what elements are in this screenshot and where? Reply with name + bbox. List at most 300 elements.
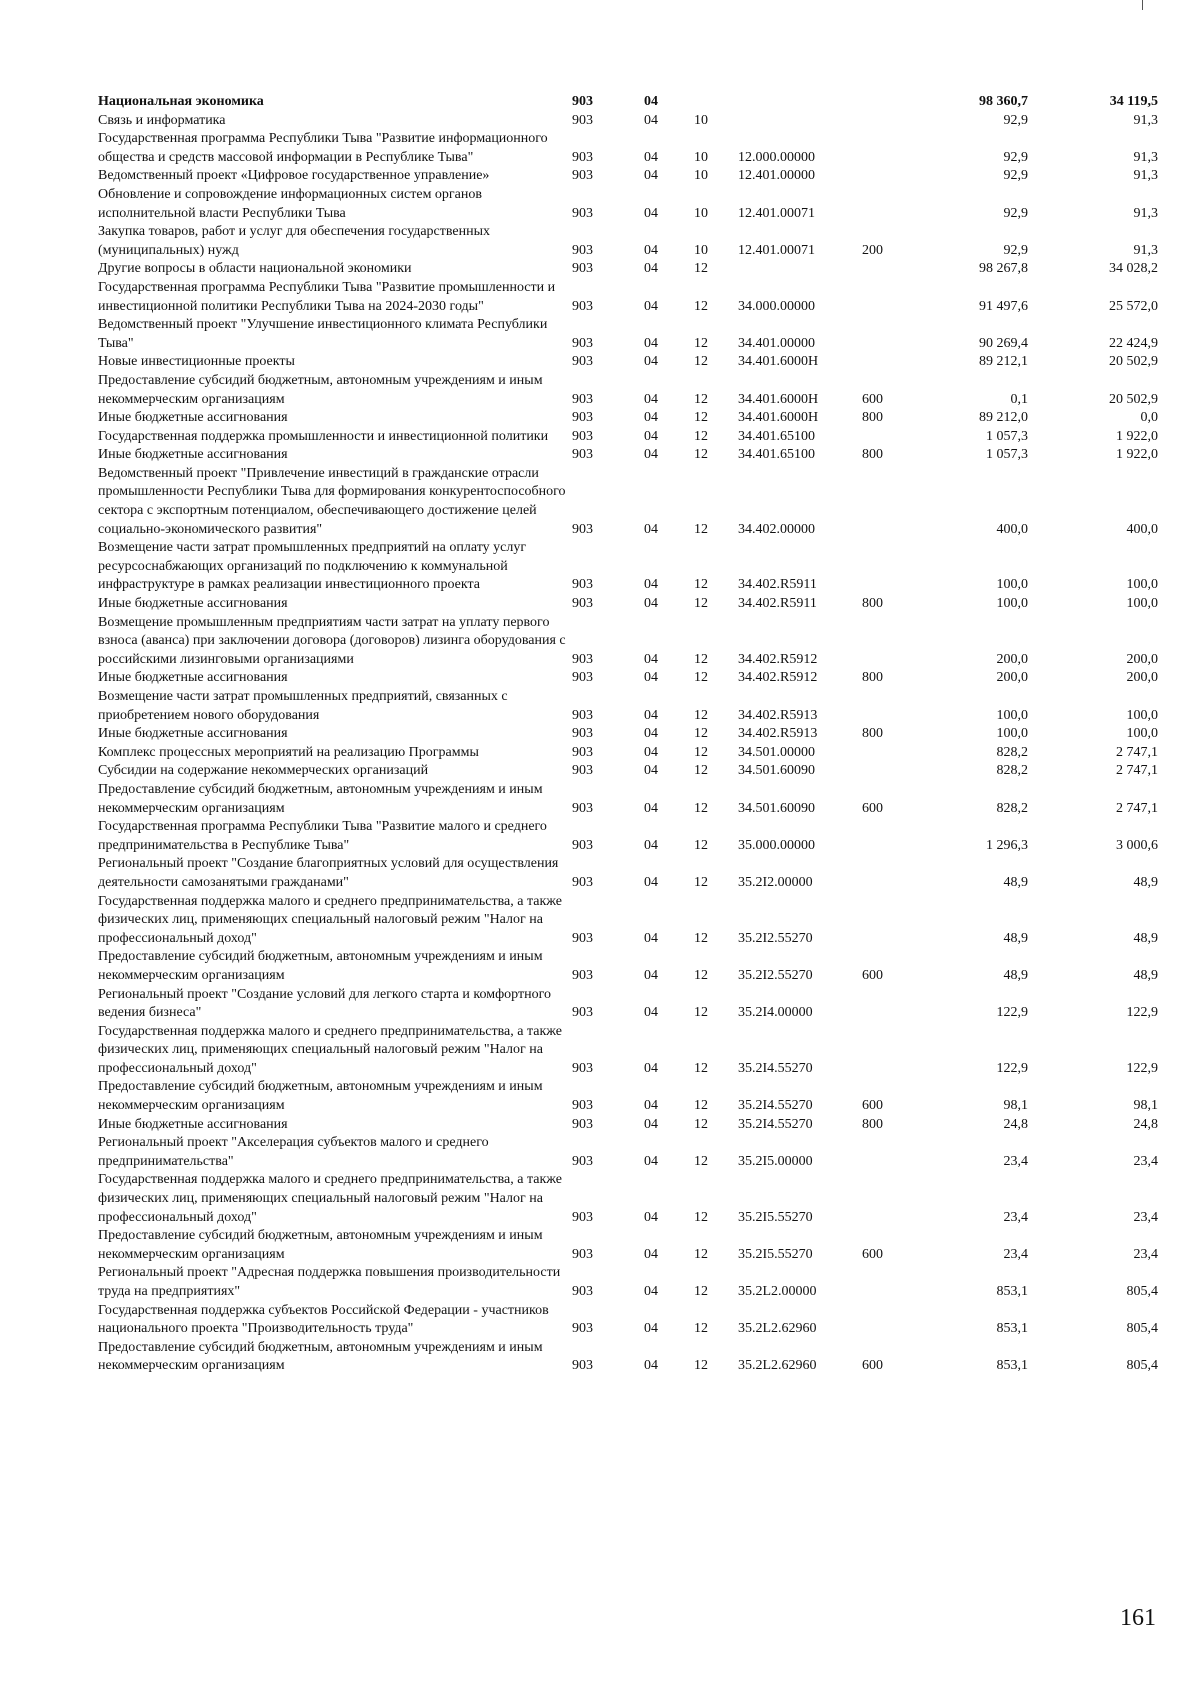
section-code: 04 [644,1116,658,1132]
item-name: Иные бюджетные ассигнования [98,670,288,686]
section-code: 04 [644,112,658,128]
amount-year-1: 828,2 [996,800,1028,816]
table-row [98,614,1158,670]
page-edge-mark [1142,0,1143,10]
section-code: 04 [644,261,658,277]
target-article-code: 12.000.00000 [738,149,815,165]
target-article-code: 35.2I5.55270 [738,1209,813,1225]
expense-type-code: 600 [862,800,883,816]
admin-code: 903 [572,521,593,537]
amount-year-1: 200,0 [996,651,1028,667]
section-code: 04 [644,94,658,109]
target-article-code: 34.401.65100 [738,447,815,463]
item-name: Закупка товаров, работ и услуг для обеспечения государственных (муниципальных) нужд [98,224,491,258]
admin-code: 903 [572,1321,593,1337]
target-article-code: 34.501.60090 [738,763,815,779]
admin-code: 903 [572,763,593,779]
expense-type-code [862,428,910,447]
table-row [98,595,1158,614]
expense-type-code: 800 [862,596,883,612]
item-name: Государственная программа Республики Тыва "Развитие малого и среднего предпринимательства в Республике Тыва" [98,819,547,853]
section-code: 04 [644,354,658,370]
item-name: Государственная поддержка малого и среднего предпринимательства, а также физических лиц, применяющих специальный налоговый режим "Налог на профессиональный доход" [98,893,562,946]
amount-year-2: 2 747,1 [1116,744,1158,760]
item-name: Возмещение промышленным предприятиям части затрат на уплату первого взноса (аванса) при заключении договора (договоров) лизинга оборудования с российскими лизинговыми организациями [98,614,566,667]
amount-year-2: 805,4 [1126,1358,1158,1374]
subsection-code: 12 [694,800,708,816]
expense-type-code [862,893,910,949]
expense-type-code [862,1023,910,1079]
amount-year-2: 48,9 [1133,967,1158,983]
expense-type-code [862,93,910,112]
target-article-code: 34.402.R5913 [738,707,818,723]
table-row [98,186,1158,223]
item-name: Иные бюджетные ассигнования [98,596,288,612]
expense-type-code [862,818,910,855]
table-row [98,818,1158,855]
table-row [98,781,1158,818]
expense-type-code [862,167,910,186]
amount-year-2: 122,9 [1126,1005,1158,1021]
admin-code: 903 [572,967,593,983]
item-name: Государственная поддержка малого и среднего предпринимательства, а также физических лиц, применяющих специальный налоговый режим "Налог на профессиональный доход" [98,1172,562,1225]
table-row [98,93,1158,112]
target-article-code: 12.401.00000 [738,168,815,184]
amount-year-1: 828,2 [996,763,1028,779]
target-article-code: 35.2I4.55270 [738,1060,813,1076]
amount-year-2: 23,4 [1133,1209,1158,1225]
subsection-code: 12 [694,447,708,463]
amount-year-1: 1 296,3 [986,837,1028,853]
subsection-code: 12 [694,1358,708,1374]
admin-code: 903 [572,428,593,444]
item-name: Комплекс процессных мероприятий на реализацию Программы [98,744,479,760]
section-code: 04 [644,335,658,351]
section-code: 04 [644,596,658,612]
admin-code: 903 [572,447,593,463]
amount-year-1: 100,0 [996,596,1028,612]
expense-type-code: 600 [862,967,883,983]
amount-year-2: 100,0 [1126,726,1158,742]
expense-type-code [862,688,910,725]
target-article-code: 35.2I2.55270 [738,967,813,983]
section-code: 04 [644,577,658,593]
target-article-code: 35.2L2.62960 [738,1321,817,1337]
admin-code: 903 [572,596,593,612]
amount-year-2: 122,9 [1126,1060,1158,1076]
target-article-code [738,112,862,131]
item-name: Национальная экономика [98,94,264,109]
amount-year-2: 3 000,6 [1116,837,1158,853]
admin-code: 903 [572,1358,593,1374]
table-row [98,744,1158,763]
amount-year-2: 200,0 [1126,670,1158,686]
amount-year-2: 98,1 [1133,1098,1158,1114]
target-article-code: 34.402.00000 [738,521,815,537]
admin-code: 903 [572,335,593,351]
amount-year-2: 1 922,0 [1116,447,1158,463]
admin-code: 903 [572,354,593,370]
subsection-code: 10 [694,112,708,128]
target-article-code: 35.2I2.55270 [738,930,813,946]
subsection-code: 12 [694,874,708,890]
subsection-code: 12 [694,1005,708,1021]
admin-code: 903 [572,1246,593,1262]
admin-code: 903 [572,1284,593,1299]
item-name: Региональный проект "Создание благоприятных условий для осуществления деятельности самозанятыми гражданами" [98,856,559,890]
subsection-code: 12 [694,521,708,537]
section-code: 04 [644,1321,658,1337]
admin-code: 903 [572,577,593,593]
section-code: 04 [644,1060,658,1076]
admin-code: 903 [572,1060,593,1076]
admin-code: 903 [572,112,593,128]
target-article-code: 34.401.6000Н [738,354,819,370]
admin-code: 903 [572,837,593,853]
amount-year-2: 0,0 [1140,410,1158,426]
table-row [98,986,1158,1023]
subsection-code: 12 [694,930,708,946]
expense-type-code: 600 [862,1098,883,1114]
admin-code: 903 [572,930,593,946]
table-row [98,762,1158,781]
table-row [98,316,1158,353]
table-row [98,260,1158,279]
expense-type-code: 800 [862,1116,883,1132]
amount-year-1: 23,4 [1003,1209,1028,1225]
expense-type-code [862,130,910,167]
section-code: 04 [644,447,658,463]
amount-year-2: 23,4 [1133,1246,1158,1262]
target-article-code: 34.402.R5911 [738,577,817,593]
subsection-code: 12 [694,391,708,407]
amount-year-1: 1 057,3 [986,447,1028,463]
expense-type-code [862,112,910,131]
table-row [98,465,1158,539]
target-article-code [738,260,862,279]
table-row [98,130,1158,167]
amount-year-1: 1 057,3 [986,428,1028,444]
amount-year-1: 853,1 [996,1321,1028,1337]
section-code: 04 [644,930,658,946]
table-row [98,1302,1158,1339]
amount-year-1: 48,9 [1003,874,1028,890]
subsection-code: 12 [694,1153,708,1169]
expense-type-code: 800 [862,447,883,463]
table-row [98,372,1158,409]
admin-code: 903 [572,242,593,258]
amount-year-2: 91,3 [1133,242,1158,258]
item-name: Возмещение части затрат промышленных предприятий, связанных с приобретением нового оборудования [98,689,508,723]
amount-year-1: 24,8 [1003,1116,1028,1132]
item-name: Возмещение части затрат промышленных предприятий на оплату услуг ресурсоснабжающих организаций по подключению к коммунальной инфраструктуре в рамках реализации инвестиционного проекта [98,540,527,593]
amount-year-1: 23,4 [1003,1246,1028,1262]
amount-year-2: 1 922,0 [1116,428,1158,444]
table-row [98,409,1158,428]
target-article-code: 34.402.R5911 [738,596,817,612]
amount-year-1: 828,2 [996,744,1028,760]
expense-type-code: 600 [862,1246,883,1262]
table-row [98,279,1158,316]
table-row [98,446,1158,465]
target-article-code: 34.401.6000Н [738,410,819,426]
item-name: Иные бюджетные ассигнования [98,1116,288,1132]
section-code: 04 [644,428,658,444]
expense-type-code [862,260,910,279]
amount-year-1: 853,1 [996,1358,1028,1374]
amount-year-2: 24,8 [1133,1116,1158,1132]
subsection-code: 12 [694,428,708,444]
admin-code: 903 [572,205,593,221]
subsection-code: 12 [694,1209,708,1225]
target-article-code: 35.2I5.00000 [738,1153,813,1169]
amount-year-1: 98 267,8 [979,261,1028,277]
amount-year-2: 100,0 [1126,707,1158,723]
item-name: Иные бюджетные ассигнования [98,447,288,463]
subsection-code: 12 [694,1060,708,1076]
section-code: 04 [644,967,658,983]
section-code: 04 [644,205,658,221]
item-name: Связь и информатика [98,112,226,128]
amount-year-2: 34 028,2 [1109,261,1158,277]
target-article-code: 12.401.00071 [738,205,815,221]
item-name: Иные бюджетные ассигнования [98,410,288,426]
expense-type-code [862,1171,910,1227]
amount-year-2: 805,4 [1126,1321,1158,1337]
subsection-code: 12 [694,577,708,593]
amount-year-1: 92,9 [1003,242,1028,258]
amount-year-1: 92,9 [1003,205,1028,221]
subsection-code [694,93,738,112]
section-code: 04 [644,149,658,165]
item-name: Другие вопросы в области национальной экономики [98,261,412,277]
item-name: Государственная поддержка малого и среднего предпринимательства, а также физических лиц, применяющих специальный налоговый режим "Налог на профессиональный доход" [98,1023,562,1076]
table-row [98,1264,1158,1301]
section-code: 04 [644,837,658,853]
section-code: 04 [644,168,658,184]
amount-year-1: 92,9 [1003,149,1028,165]
target-article-code: 35.2I2.00000 [738,874,813,890]
amount-year-1: 89 212,1 [979,354,1028,370]
budget-table-body [98,93,1158,1376]
amount-year-2: 200,0 [1126,651,1158,667]
admin-code: 903 [572,168,593,184]
target-article-code: 35.2I4.55270 [738,1116,813,1132]
amount-year-1: 48,9 [1003,967,1028,983]
expense-type-code [862,1264,910,1301]
amount-year-1: 98,1 [1003,1098,1028,1114]
amount-year-1: 48,9 [1003,930,1028,946]
target-article-code: 35.2I4.55270 [738,1098,813,1114]
table-row [98,1134,1158,1171]
expense-type-code: 600 [862,1358,883,1374]
target-article-code: 12.401.00071 [738,242,815,258]
expense-type-code [862,1302,910,1339]
item-name: Государственная поддержка промышленности и инвестиционной политики [98,428,549,444]
expense-type-code [862,279,910,316]
item-name: Предоставление субсидий бюджетным, автономным учреждениям и иным некоммерческим организациям [98,372,543,407]
amount-year-2: 22 424,9 [1109,335,1158,351]
section-code: 04 [644,1153,658,1169]
section-code: 04 [644,1209,658,1225]
item-name: Ведомственный проект "Улучшение инвестиционного климата Республики Тыва" [98,317,548,351]
subsection-code: 12 [694,744,708,760]
expense-type-code [862,762,910,781]
amount-year-2: 48,9 [1133,874,1158,890]
section-code: 04 [644,874,658,890]
table-row [98,223,1158,260]
subsection-code: 12 [694,335,708,351]
section-code: 04 [644,1098,658,1114]
table-row [98,725,1158,744]
section-code: 04 [644,800,658,816]
amount-year-2: 25 572,0 [1109,298,1158,314]
target-article-code: 35.000.00000 [738,837,815,853]
item-name: Предоставление субсидий бюджетным, автономным учреждениям и иным некоммерческим организациям [98,1079,543,1114]
section-code: 04 [644,298,658,314]
target-article-code: 34.402.R5912 [738,670,818,686]
expense-type-code [862,539,910,595]
expense-type-code: 600 [862,391,883,407]
target-article-code: 34.501.60090 [738,800,815,816]
admin-code: 903 [572,670,593,686]
expense-type-code [862,614,910,670]
subsection-code: 12 [694,763,708,779]
subsection-code: 12 [694,837,708,853]
admin-code: 903 [572,149,593,165]
amount-year-2: 400,0 [1126,521,1158,537]
admin-code: 903 [572,410,593,426]
admin-code: 903 [572,726,593,742]
admin-code: 903 [572,1153,593,1169]
table-row [98,539,1158,595]
subsection-code: 10 [694,149,708,165]
amount-year-1: 98 360,7 [979,94,1028,109]
page-number: 161 [1120,1605,1156,1631]
subsection-code: 12 [694,1098,708,1114]
expense-type-code [862,465,910,539]
section-code: 04 [644,1358,658,1374]
item-name: Обновление и сопровождение информационных систем органов исполнительной власти Республики Тыва [98,186,482,221]
amount-year-1: 91 497,6 [979,298,1028,314]
amount-year-2: 805,4 [1126,1284,1158,1299]
admin-code: 903 [572,261,593,277]
target-article-code: 34.401.6000Н [738,391,819,407]
subsection-code: 12 [694,1284,708,1299]
target-article-code: 35.2I5.55270 [738,1246,813,1262]
subsection-code: 12 [694,298,708,314]
amount-year-2: 34 119,5 [1109,94,1158,109]
subsection-code: 12 [694,967,708,983]
subsection-code: 10 [694,242,708,258]
item-name: Новые инвестиционные проекты [98,354,295,370]
subsection-code: 12 [694,1321,708,1337]
subsection-code: 12 [694,670,708,686]
item-name: Государственная поддержка субъектов Российской Федерации - участников национального проекта "Производительность труда" [98,1302,549,1337]
subsection-code: 10 [694,168,708,184]
item-name: Предоставление субсидий бюджетным, автономным учреждениям и иным некоммерческим организациям [98,1228,543,1262]
expense-type-code [862,986,910,1023]
target-article-code: 34.402.R5913 [738,726,818,742]
table-row [98,1078,1158,1115]
amount-year-2: 48,9 [1133,930,1158,946]
item-name: Региональный проект "Адресная поддержка повышения производительности труда на предприятиях" [98,1265,561,1299]
item-name: Предоставление субсидий бюджетным, автономным учреждениям и иным некоммерческим организациям [98,781,543,816]
section-code: 04 [644,707,658,723]
section-code: 04 [644,744,658,760]
target-article-code: 35.2I4.00000 [738,1005,813,1021]
amount-year-1: 0,1 [1010,391,1028,407]
amount-year-1: 100,0 [996,726,1028,742]
item-name: Региональный проект "Создание условий для легкого старта и комфортного ведения бизнеса" [98,986,551,1021]
item-name: Предоставление субсидий бюджетным, автономным учреждениям и иным некоммерческим организациям [98,949,543,983]
target-article-code: 34.402.R5912 [738,651,818,667]
amount-year-2: 2 747,1 [1116,763,1158,779]
admin-code: 903 [572,874,593,890]
item-name: Региональный проект "Акселерация субъектов малого и среднего предпринимательства" [98,1135,489,1169]
table-row [98,669,1158,688]
admin-code: 903 [572,94,593,109]
expense-type-code [862,744,910,763]
section-code: 04 [644,410,658,426]
amount-year-2: 91,3 [1133,112,1158,128]
subsection-code: 12 [694,596,708,612]
expense-type-code [862,1134,910,1171]
target-article-code: 34.401.00000 [738,335,815,351]
expense-type-code: 200 [862,242,883,258]
amount-year-2: 91,3 [1133,168,1158,184]
amount-year-1: 89 212,0 [979,410,1028,426]
amount-year-1: 100,0 [996,577,1028,593]
table-row [98,112,1158,131]
amount-year-2: 23,4 [1133,1153,1158,1169]
target-article-code: 35.2L2.62960 [738,1358,817,1374]
amount-year-2: 91,3 [1133,149,1158,165]
admin-code: 903 [572,1209,593,1225]
table-row [98,353,1158,372]
item-name: Ведомственный проект «Цифровое государственное управление» [98,168,490,184]
subsection-code: 12 [694,354,708,370]
item-name: Предоставление субсидий бюджетным, автономным учреждениям и иным некоммерческим организациям [98,1339,543,1374]
section-code: 04 [644,763,658,779]
section-code: 04 [644,1005,658,1021]
section-code: 04 [644,670,658,686]
budget-table [98,93,1158,1376]
amount-year-1: 100,0 [996,707,1028,723]
amount-year-2: 100,0 [1126,596,1158,612]
section-code: 04 [644,1284,658,1299]
subsection-code: 12 [694,1246,708,1262]
admin-code: 903 [572,1116,593,1132]
target-article-code: 34.401.65100 [738,428,815,444]
table-row [98,1171,1158,1227]
admin-code: 903 [572,1098,593,1114]
section-code: 04 [644,391,658,407]
section-code: 04 [644,1246,658,1262]
table-row [98,1023,1158,1079]
amount-year-2: 91,3 [1133,205,1158,221]
amount-year-1: 122,9 [996,1005,1028,1021]
target-article-code: 34.501.00000 [738,744,815,760]
subsection-code: 12 [694,651,708,667]
item-name: Государственная программа Республики Тыва "Развитие информационного общества и средств массовой информации в Республике Тыва" [98,131,548,165]
admin-code: 903 [572,1005,593,1021]
amount-year-1: 200,0 [996,670,1028,686]
expense-type-code: 800 [862,670,883,686]
subsection-code: 12 [694,410,708,426]
table-row [98,688,1158,725]
expense-type-code [862,855,910,892]
